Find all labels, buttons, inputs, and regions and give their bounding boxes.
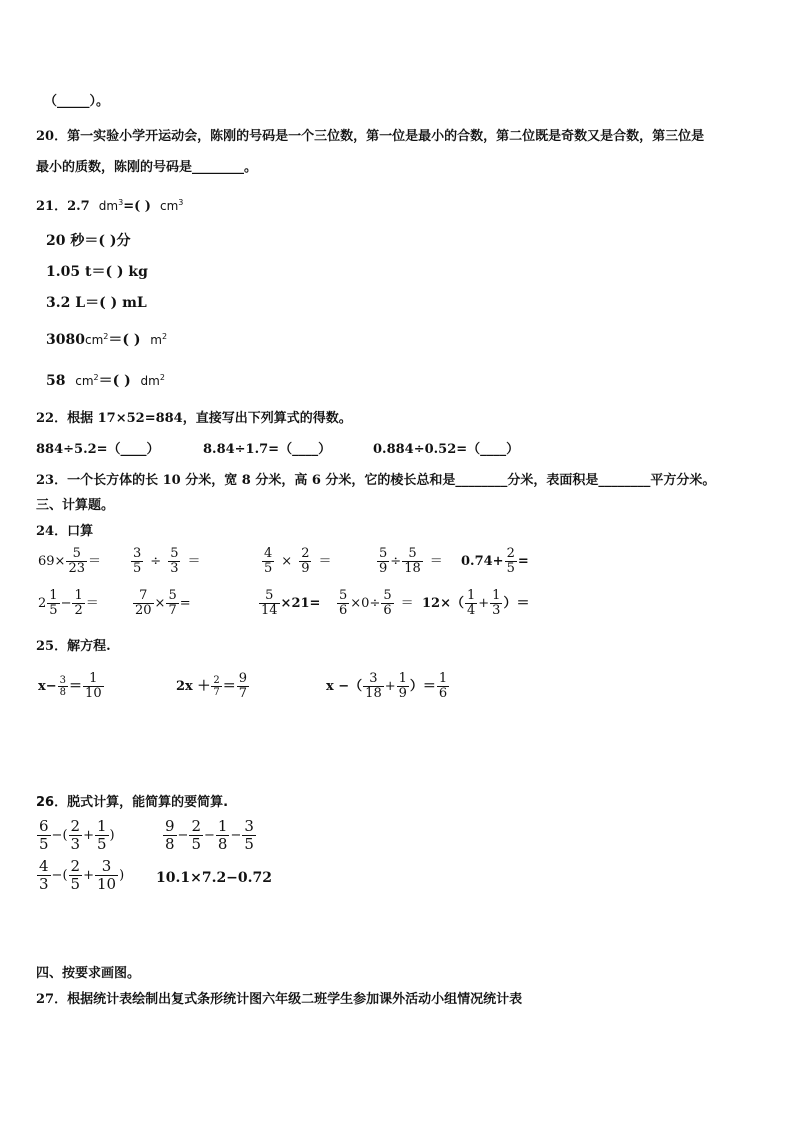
q24-title: 24．口算 <box>36 524 94 539</box>
q24-r1-e1: 69× $\frac{5}{23}$ ＝ <box>38 546 101 576</box>
q22-e3: 0.884÷0.52=（____） <box>373 442 520 457</box>
q25-e1: x− $\frac{3}{8}$ ＝ $\frac{1}{10}$ <box>38 671 102 701</box>
continuation-text: （_____）。 <box>44 94 110 109</box>
q25-e3: x −（ $\frac{3}{18}$ + $\frac{1}{9}$ ）＝ $\frac{1}{6}$ <box>326 671 448 701</box>
q21-f-unit1: $cm^2$ <box>75 373 99 388</box>
q25-e2: 2x ＋ $\frac{2}{7}$ ＝ $\frac{9}{7}$ <box>176 671 247 701</box>
q21-f-unit2: $dm^2$ <box>140 373 165 388</box>
q22-title: 22．根据 17×52=884，直接写出下列算式的得数。 <box>36 411 352 426</box>
q21-e: $3080cm^2=$( ) $m^2$ <box>46 332 168 348</box>
q24-r2-e2: $\frac{7}{20}$ × $\frac{5}{7}$ = <box>135 588 191 618</box>
q24-r1-e4: $\frac{5}{9}$ ÷ $\frac{5}{18}$ ＝ <box>379 546 443 576</box>
q21-a-unit2: $cm^3$ <box>159 198 184 213</box>
q24-r2-e4: $\frac{5}{6}$ ×0÷ $\frac{5}{6}$ ＝ <box>339 588 414 618</box>
q21-d: 3.2 L＝( ) mL <box>46 295 147 311</box>
q24-r2-e5: 12×（ $\frac{1}{4}$ + $\frac{1}{3}$ ）＝ <box>422 588 530 618</box>
section3-title: 三、计算题。 <box>36 498 115 513</box>
q21-c: 1.05 t＝( ) kg <box>46 264 148 280</box>
q24-r1-e5: 0.74+ $\frac{2}{5}$ = <box>461 546 529 576</box>
q21-a <box>36 195 183 214</box>
q20-line1: 20．第一实验小学开运动会，陈刚的号码是一个三位数，第一位是最小的合数，第二位既是奇数又是合数，第三位是 <box>36 129 705 144</box>
q24-r2-e3: $\frac{5}{14}$ ×21= <box>261 588 321 618</box>
q21-e-unit1: $cm^2$ <box>84 332 109 347</box>
q26-e3: $\frac{4}{3}$ −( $\frac{2}{5}$ + $\frac{3}{10}$ ) <box>39 857 125 893</box>
q21-head: 21．2.7 <box>36 199 90 214</box>
q21-a-unit1: $dm^3$ <box>98 198 124 213</box>
q21-b: 20 秒＝( )分 <box>46 233 131 249</box>
q23-text: 23．一个长方体的长 10 分米，宽 8 分米，高 6 分米，它的棱长总和是________分米，表面积是________平方分米。 <box>36 473 716 488</box>
q24-r1-e3: $\frac{4}{5}$ × $\frac{2}{9}$ ＝ <box>264 546 332 576</box>
q21-e-unit2: $m^2$ <box>150 332 168 347</box>
q26-e1: $\frac{6}{5}$ −( $\frac{2}{3}$ + $\frac{1}{5}$ ) <box>39 817 115 853</box>
q24-r1-e2: $\frac{3}{5}$ ÷ $\frac{5}{3}$ ＝ <box>133 546 201 576</box>
q26-e4: 10.1×7.2−0.72 <box>156 870 273 886</box>
section4-title: 四、按要求画图。 <box>36 966 141 981</box>
q24-r2-e1: 2 $\frac{1}{5}$ − $\frac{1}{2}$ ＝ <box>38 588 99 618</box>
q20-line2: 最小的质数，陈刚的号码是________。 <box>36 160 258 175</box>
q21-f: 58 $cm^2=$( ) $dm^2$ <box>46 373 165 389</box>
q26-e2: $\frac{9}{8}$ − $\frac{2}{5}$ − $\frac{1}{8}$ − $\frac{3}{5}$ <box>165 817 254 853</box>
q25-title: 25．解方程. <box>36 639 111 654</box>
q22-e1: 884÷5.2=（____） <box>36 442 160 457</box>
q21-a-blank: =( ) <box>123 199 151 214</box>
q22-e2: 8.84÷1.7=（____） <box>203 442 332 457</box>
q26-title: 26．脱式计算，能简算的要简算. <box>36 795 229 810</box>
q27-text: 27．根据统计表绘制出复式条形统计图六年级二班学生参加课外活动小组情况统计表 <box>36 992 523 1007</box>
